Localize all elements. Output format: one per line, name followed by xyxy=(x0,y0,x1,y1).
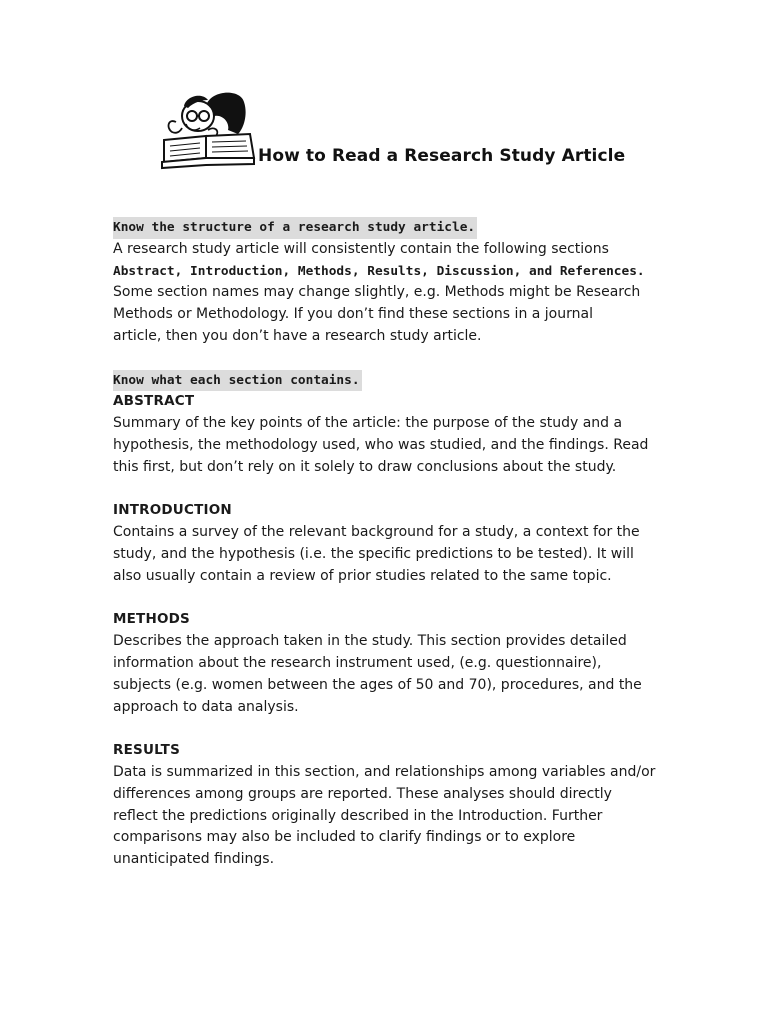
reading-book-cartoon-icon xyxy=(158,88,258,170)
methods-line: information about the research instrument used, (e.g. questionnaire), xyxy=(113,654,602,671)
introduction-line: Contains a survey of the relevant background for a study, a context for the xyxy=(113,524,640,541)
results-heading: RESULTS xyxy=(113,742,181,759)
section-list-line: Abstract, Introduction, Methods, Results, Discussion, and References. xyxy=(113,263,645,279)
introduction-heading: INTRODUCTION xyxy=(113,502,232,519)
abstract-line: this first, but don’t rely on it solely to draw conclusions about the study. xyxy=(113,458,617,475)
document-body xyxy=(113,217,673,871)
abstract-heading: ABSTRACT xyxy=(113,393,195,410)
methods-heading: METHODS xyxy=(113,611,190,628)
introduction-line: study, and the hypothesis (i.e. the specific predictions to be tested). It will xyxy=(113,545,634,562)
page-title: How to Read a Research Study Article xyxy=(258,146,626,166)
results-line: reflect the predictions originally described in the Introduction. Further xyxy=(113,807,603,824)
results-line: Data is summarized in this section, and relationships among variables and/or xyxy=(113,763,656,780)
abstract-line: Summary of the key points of the article: the purpose of the study and a xyxy=(113,415,623,432)
methods-line: approach to data analysis. xyxy=(113,698,299,715)
results-line: unanticipated findings. xyxy=(113,851,275,868)
sections-heading: Know what each section contains. xyxy=(113,370,362,392)
intro-line: Methods or Methodology. If you don’t find these sections in a journal xyxy=(113,306,593,323)
intro-line: article, then you don’t have a research study article. xyxy=(113,327,482,344)
methods-line: subjects (e.g. women between the ages of 50 and 70), procedures, and the xyxy=(113,676,642,693)
abstract-line: hypothesis, the methodology used, who was studied, and the findings. Read xyxy=(113,436,649,453)
methods-line: Describes the approach taken in the study. This section provides detailed xyxy=(113,633,627,650)
intro-line: A research study article will consistently contain the following sections xyxy=(113,240,609,257)
intro-line: Some section names may change slightly, e.g. Methods might be Research xyxy=(113,284,641,301)
structure-heading: Know the structure of a research study article. xyxy=(113,217,477,239)
results-line: differences among groups are reported. These analyses should directly xyxy=(113,785,612,802)
results-line: comparisons may also be included to clarify findings or to explore xyxy=(113,829,576,846)
introduction-line: also usually contain a review of prior studies related to the same topic. xyxy=(113,567,612,584)
